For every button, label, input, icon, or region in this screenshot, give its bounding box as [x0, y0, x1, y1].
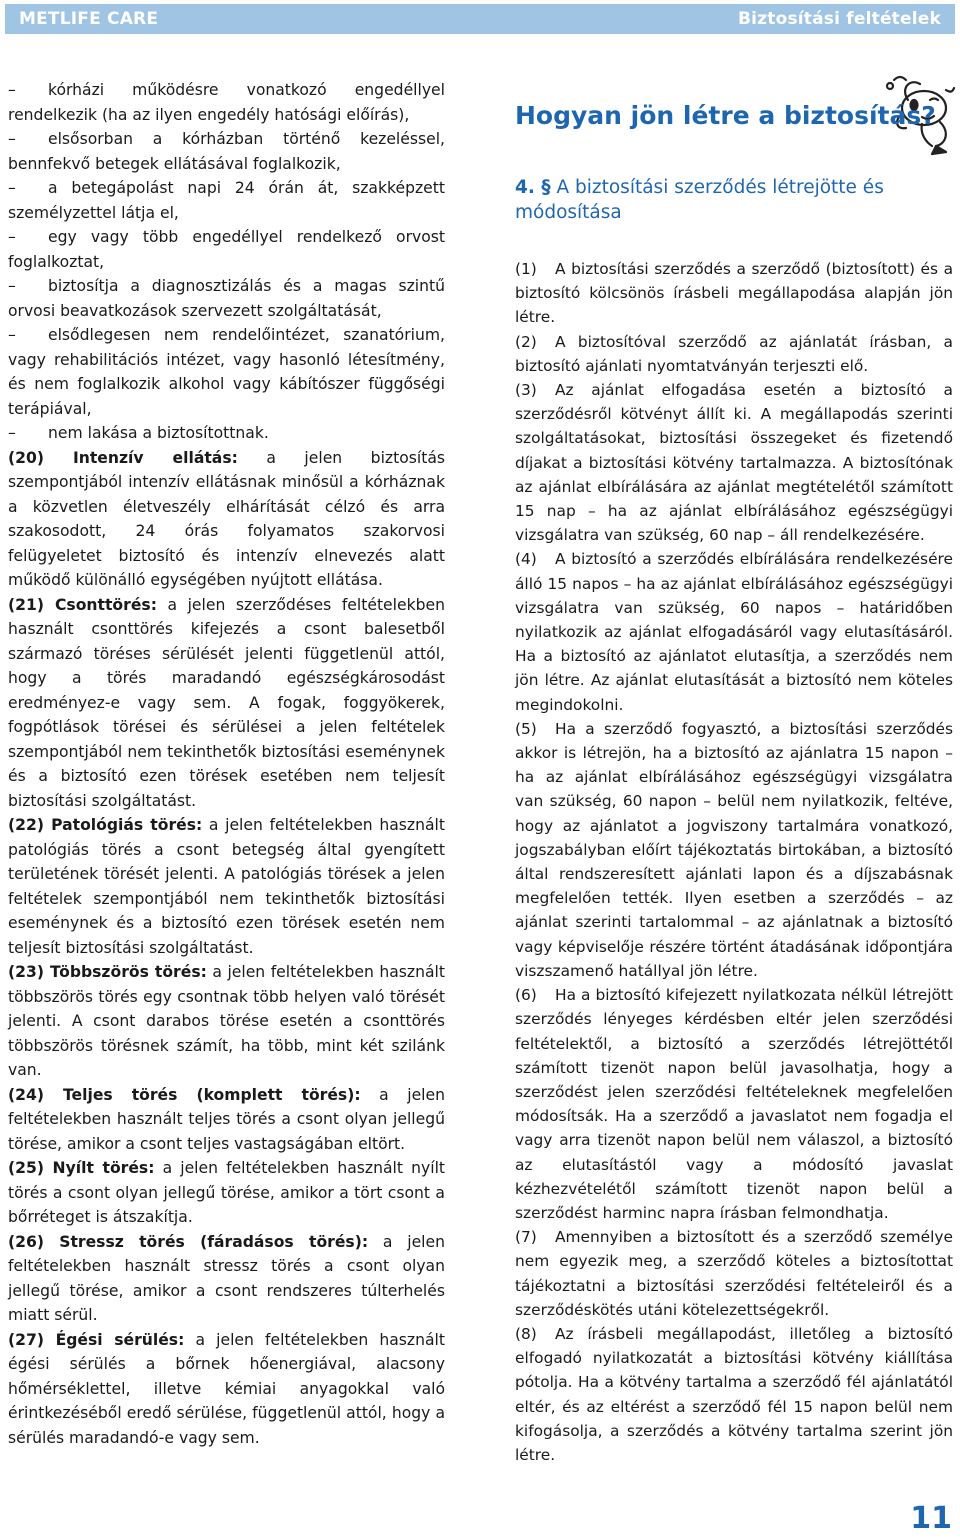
- list-item: [8, 421, 445, 446]
- paragraph-number: (8): [515, 1324, 537, 1343]
- paragraph-number: (6): [515, 986, 537, 1005]
- article-paragraph: [515, 983, 953, 1225]
- paragraph-text: A biztosító a szerződés elbírálására rendelkezésére álló 15 napos – ha az ajánlat elbírálásához egészségügyi vizsgálatra van szükség, 60 napos – határidőben nyilatkozik az ajánlat elfogadásáról vagy elutasításáról. Ha a biztosító az ajánlatot elutasítja, a szerződés nem jön létre. Az ajánlat elutasítását a biztosító nem köteles megindokolni.: [515, 550, 953, 714]
- definition-term: (22) Patológiás törés:: [8, 816, 203, 834]
- left-column: [8, 78, 445, 1450]
- definition-item: [8, 1328, 445, 1451]
- definition-term: (23) Többszörös törés:: [8, 963, 207, 981]
- paragraph-number: (1): [515, 260, 537, 278]
- list-item: [8, 225, 445, 274]
- dash-bullet: –: [8, 228, 16, 246]
- paragraph-text: A biztosítási szerződés a szerződő (biztosított) és a biztosító kölcsönös írásbeli megállapodása alapján jön létre.: [515, 260, 953, 327]
- paragraph-number: (7): [515, 1228, 537, 1247]
- dash-bullet: –: [8, 277, 16, 295]
- definition-text: a jelen feltételekben használt teljes törés a csont olyan jellegű törése, amikor a csont teljes vastagságában eltört.: [8, 1085, 445, 1153]
- definition-term: (24) Teljes törés (komplett törés):: [8, 1085, 361, 1104]
- article-paragraph: [515, 717, 953, 983]
- article-title: A biztosítási szerződés létrejötte és módosítása: [515, 177, 884, 223]
- definition-term: (26) Stressz törés (fáradásos törés):: [8, 1232, 369, 1251]
- article-paragraphs: [515, 257, 953, 1467]
- definition-term: (21) Csonttörés:: [8, 595, 157, 614]
- definition-text: a jelen feltételekben használt stressz törés a csont olyan jellegű törése, amikor a csont rendszeres túlterhelés miatt sérül.: [8, 1232, 445, 1324]
- article-subheading: [515, 175, 953, 225]
- definition-text: a jelen feltételekben használt patológiás törés a csont betegség által gyengített területének törését jelenti. A patológiás törések a jelen feltételek szempontjából nem tekinthetők biztosítási eseménynek és a biztosító ezen törések esetén nem teljesít biztosítási szolgáltatást.: [8, 816, 445, 957]
- definition-text: a jelen feltételekben használt égési sérülés a bőrnek hőenergiával, alacsony hőmérséklettel, illetve kémiai anyagokkal való érintkezéséből eredő sérülése, függetlenül attól, hogy a sérülés maradandó-e vagy sem.: [8, 1330, 445, 1447]
- definition-text: a jelen feltételekben használt nyílt törés a csont olyan jellegű törése, amikor a tört csont a bőrréteget is átszakítja.: [8, 1159, 446, 1226]
- definition-item: [8, 1230, 445, 1328]
- list-item: [8, 274, 445, 323]
- paragraph-number: (3): [515, 381, 537, 400]
- paragraph-number: (4): [515, 550, 537, 569]
- article-paragraph: [515, 1225, 953, 1322]
- definition-term: (20) Intenzív ellátás:: [8, 448, 238, 467]
- list-item-text: egy vagy több engedéllyel rendelkező orvost foglalkoztat,: [8, 228, 445, 271]
- list-item-text: elsősorban a kórházban történő kezeléssel, bennfekvő betegek ellátásával foglalkozik,: [8, 130, 445, 173]
- dash-bullet: –: [8, 424, 16, 442]
- document-title: Biztosítási feltételek: [737, 9, 941, 29]
- article-paragraph: [515, 378, 953, 547]
- dash-bullet: –: [8, 81, 16, 99]
- article-paragraph: [515, 1322, 953, 1467]
- definition-item: [8, 1156, 445, 1230]
- dash-bullet: –: [8, 130, 16, 148]
- list-item: [8, 176, 445, 225]
- dash-bullet: –: [8, 326, 16, 344]
- list-item: [8, 127, 445, 176]
- list-item: [8, 323, 445, 421]
- brand-name: METLIFE CARE: [19, 9, 159, 29]
- paragraph-text: Ha a biztosító kifejezett nyilatkozata nélkül létrejött szerződés lényeges kérdésben eltér jelen szerződési feltételektől, a biztosító a szerződés létrejöttétől számított tizenöt napon belül javasolhatja, hogy a szerződést jelen szerződési feltételeknek megfelelően módosítsák. Ha a szerződő a javaslatot nem fogadja el vagy arra tizenöt napon belül nem válaszol, a biztosító az elutasítástól vagy a módosító javaslat kézhezvételétől számított tizenöt napon belül a szerződést harminc napra írásban felmondhatja.: [515, 986, 953, 1222]
- article-paragraph: [515, 330, 953, 378]
- definition-term: (25) Nyílt törés:: [8, 1159, 155, 1177]
- definition-item: [8, 593, 445, 814]
- definition-item: [8, 813, 445, 960]
- definition-text: a jelen szerződéses feltételekben használt csonttörés kifejezés a csont balesetből származó töréses sérülését jelenti függetlenül attól, hogy a törés maradandó egészségkárosodást eredményez-e vagy sem. A fogak, foggyökerek, fogpótlások törései és sérülései a jelen feltételek szempontjából nem tekinthetők biztosítási eseménynek és a biztosító ezen törések esetében nem teljesít biztosítási szolgáltatást.: [8, 595, 445, 810]
- paragraph-text: A biztosítóval szerződő az ajánlatát írásban, a biztosító ajánlati nyomtatványán terjeszti elő.: [515, 332, 953, 375]
- paragraph-number: (5): [515, 719, 537, 738]
- list-item-text: a betegápolást napi 24 órán át, szakképzett személyzettel látja el,: [8, 179, 445, 222]
- dash-bullet: –: [8, 179, 16, 197]
- page-header: [5, 4, 955, 34]
- definition-item: [8, 960, 445, 1083]
- paragraph-text: Amennyiben a biztosított és a szerződő személye nem egyezik meg, a szerződő köteles a biztosítottat tájékoztatni a biztosítási szerződési feltételeiről és a szerződéskötés utáni kötelezettségekről.: [515, 1228, 953, 1319]
- article-paragraph: [515, 257, 953, 330]
- page-number: 11: [910, 1501, 952, 1536]
- hospital-criteria-list: [8, 78, 445, 446]
- definition-item: [8, 1083, 445, 1157]
- paragraph-text: Ha a szerződő fogyasztó, a biztosítási szerződés akkor is létrejön, ha a biztosító az ajánlatra 15 napon – ha az ajánlat elbírálásához egészségügyi vizsgálatra van szükség, 60 napon – belül nem nyilatkozik, feltéve, hogy az ajánlatot a jogviszony tartalmára vonatkozó, jogszabályban előírt tájékoztatás birtokában, a biztosító által rendszeresített ajánlati lapon és a díjszabásnak megfelelően tették. Ilyen esetben a szerződés – az ajánlat szerinti tartalommal – az ajánlatnak a biztosító vagy képviselője részére történt átadásának időpontjára viszszamenő hatállyal jön létre.: [515, 719, 953, 980]
- paragraph-text: Az írásbeli megállapodást, illetőleg a biztosító elfogadó nyilatkozatát a biztosítási kötvény kiállítása pótolja. Ha a kötvény tartalma a szerződő fél ajánlatától eltér, és az eltérést a szerződő fél 15 napon belül nem kifogásolja, a szerződés a kötvény tartalma szerint jön létre.: [515, 1324, 953, 1464]
- article-number: 4. §: [515, 177, 551, 198]
- list-item-text: kórházi működésre vonatkozó engedéllyel rendelkezik (ha az ilyen engedély hatósági előírás),: [8, 81, 445, 124]
- paragraph-number: (2): [515, 332, 537, 351]
- section-heading: Hogyan jön létre a biztosítás?: [515, 101, 936, 130]
- article-paragraph: [515, 547, 953, 716]
- definition-item: [8, 446, 445, 593]
- definition-text: a jelen biztosítás szempontjából intenzív ellátásnak minősül a kórháznak a közvetlen életveszély elhárítását célzó és arra szakosodott, 24 órás folyamatos szakorvosi felügyeletet biztosító és intenzív elnevezés alatt működő különálló egységében nyújtott ellátása.: [8, 448, 446, 589]
- definitions-list: [8, 446, 445, 1451]
- list-item-text: biztosítja a diagnosztizálás és a magas szintű orvosi beavatkozások szervezett szolgáltatását,: [8, 277, 445, 320]
- list-item-text: nem lakása a biztosítottnak.: [48, 424, 269, 442]
- definition-text: a jelen feltételekben használt többszörös törés egy csontnak több helyen való törését jelenti. A csont darabos törése esetén a csonttörés többszörös törésnek számít, ha több, mint két szilánk van.: [8, 963, 446, 1079]
- right-column: [515, 101, 953, 1467]
- definition-term: (27) Égési sérülés:: [8, 1330, 185, 1349]
- paragraph-text: Az ajánlat elfogadása esetén a biztosító a szerződésről kötvényt állít ki. A megállapodás szerinti szolgáltatásokat, biztosítási összegeket és fizetendő díjakat a biztosítási kötvény tartalmazza. A biztosítónak az ajánlat elbírálására az ajánlat megtételétől számított 15 nap – ha az ajánlat elbírálásához egészségügyi vizsgálatra van szükség, 60 nap – áll rendelkezésére.: [515, 381, 953, 545]
- list-item-text: elsődlegesen nem rendelőintézet, szanatórium, vagy rehabilitációs intézet, vagy hasonló létesítmény, és nem foglalkozik alkohol vagy kábítószer függőségi terápiával,: [8, 326, 445, 418]
- list-item: [8, 78, 445, 127]
